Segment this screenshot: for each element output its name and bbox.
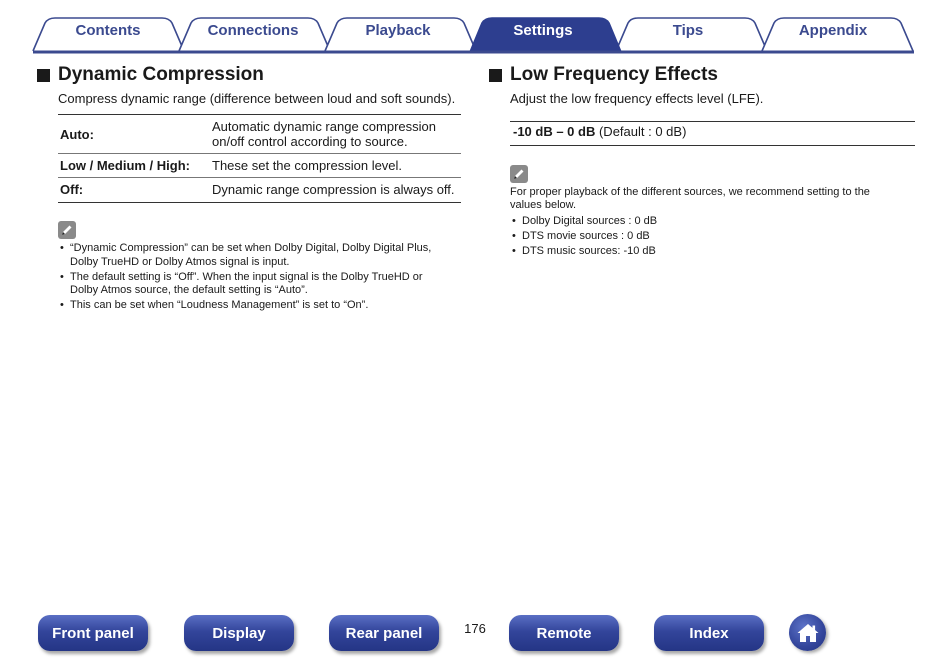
note-line: values below. (510, 199, 577, 211)
note-line: Dolby TrueHD or Dolby Atmos signal is input. (70, 255, 290, 268)
option-value-line: on/off control according to source. (212, 134, 408, 149)
section-title: Dynamic Compression (58, 64, 264, 85)
option-value-line: Automatic dynamic range compression (212, 119, 436, 134)
note-line: • “Dynamic Compression” can be set when Dolby Digital, Dolby Digital Plus, (70, 242, 432, 254)
note-block (510, 165, 915, 259)
tab-playback[interactable]: Playback (365, 22, 431, 39)
section-heading (489, 64, 915, 86)
note-line: Dolby Atmos source, the default setting is “Auto”. (70, 284, 308, 296)
range-default: (Default : 0 dB) (595, 124, 687, 139)
section-title: Low Frequency Effects (510, 64, 718, 85)
front-panel-button[interactable]: Front panel (38, 615, 148, 651)
table-row (58, 115, 461, 153)
table-row (58, 153, 461, 177)
notes-list (58, 242, 461, 313)
list-item (58, 299, 461, 313)
note-block (58, 221, 461, 313)
list-item: • Dolby Digital sources : 0 dB (510, 215, 915, 229)
table-row (58, 177, 461, 202)
recommend-list (510, 215, 915, 259)
pencil-glyph (513, 168, 525, 180)
tab-appendix[interactable]: Appendix (798, 22, 868, 39)
remote-button[interactable]: Remote (509, 615, 619, 651)
index-button[interactable]: Index (654, 615, 764, 651)
home-button[interactable] (789, 614, 826, 651)
option-value: Dynamic range compression is always off. (212, 182, 455, 197)
display-button[interactable]: Display (184, 615, 294, 651)
heading-square-icon (37, 69, 50, 82)
range-value: -10 dB – 0 dB (513, 124, 596, 139)
option-value: These set the compression level. (212, 158, 403, 173)
heading-square-icon (489, 69, 502, 82)
section-heading (37, 64, 461, 86)
list-item: • DTS movie sources : 0 dB (510, 230, 915, 244)
list-item (58, 242, 461, 269)
pencil-icon (58, 221, 76, 239)
pencil-icon (510, 165, 528, 183)
pencil-glyph (61, 224, 73, 236)
rear-panel-button[interactable]: Rear panel (329, 615, 439, 651)
option-key: Off: (60, 182, 84, 197)
range-table (510, 121, 915, 146)
dynamic-compression-section (37, 64, 461, 314)
home-icon (796, 622, 820, 644)
note-paragraph (510, 186, 915, 212)
options-table (58, 114, 461, 203)
list-item: • DTS music sources: -10 dB (510, 245, 915, 259)
tab-contents[interactable]: Contents (75, 22, 141, 39)
option-value (212, 117, 461, 151)
section-description: Adjust the low frequency effects level (LFE). (510, 91, 764, 106)
note-line: • The default setting is “Off”. When the input signal is the Dolby TrueHD or (70, 270, 423, 283)
list-item (58, 271, 461, 298)
note-line: • This can be set when “Loudness Management” is set to “On”. (70, 299, 369, 311)
note-line: For proper playback of the different sources, we recommend setting to the (510, 186, 870, 198)
tab-settings[interactable]: Settings (513, 22, 573, 39)
page-number: 176 (464, 621, 486, 636)
low-frequency-effects-section (489, 64, 915, 260)
section-description: Compress dynamic range (difference between loud and soft sounds). (58, 91, 456, 106)
option-key: Auto: (60, 126, 94, 142)
tab-baseline (33, 51, 914, 54)
tab-connections[interactable]: Connections (207, 22, 299, 39)
tab-tips[interactable]: Tips (672, 22, 704, 39)
option-key: Low / Medium / High: (60, 158, 190, 173)
tab-bar (0, 0, 950, 56)
